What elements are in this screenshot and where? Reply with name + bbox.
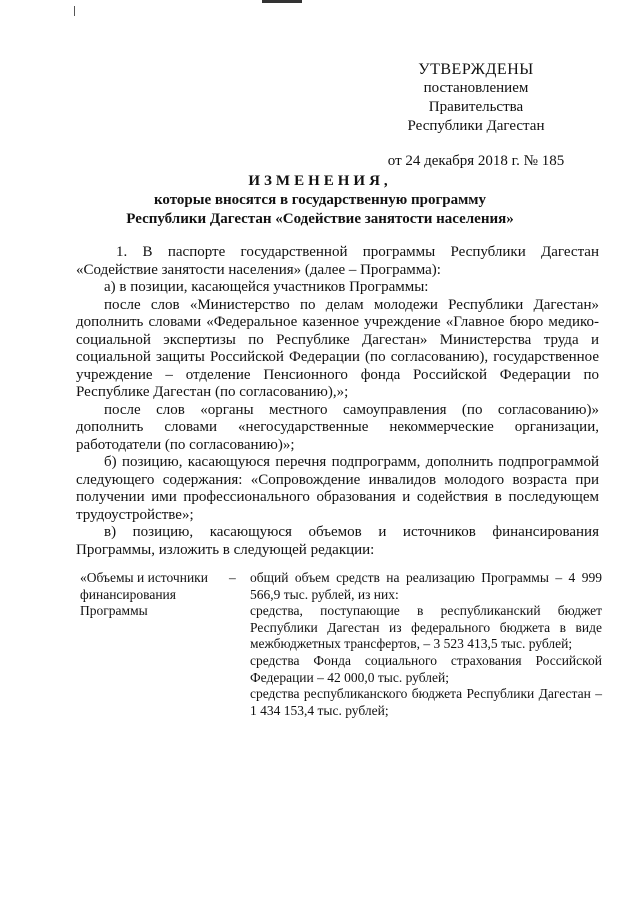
approval-block: [376, 60, 576, 171]
document-body: [76, 244, 599, 559]
title-line-3: Республики Дагестан «Содействие занятости населения»: [126, 211, 514, 227]
document-title: [40, 172, 600, 229]
table-dash: –: [229, 570, 236, 585]
scan-mark-top-center: [262, 0, 302, 3]
table-right-column: [250, 570, 602, 719]
financing-item: средства республиканского бюджета Республики Дагестан – 1 434 153,4 тыс. рублей;: [250, 686, 602, 718]
table-left-label: «Объемы и источники финансирования Программы: [80, 570, 208, 619]
title-line-2: которые вносятся в государственную программу: [153, 192, 487, 208]
scan-mark-top-left: [74, 6, 75, 16]
body-paragraph: после слов «органы местного самоуправления (по согласованию)» дополнить словами «негосударственные некоммерческие организации, работодатели (по согласованию)»;: [76, 401, 599, 453]
approval-line-1: постановлением Правительства: [423, 80, 529, 115]
body-paragraph: после слов «Министерство по делам молодежи Республики Дагестан» дополнить словами «Федеральное казенное учреждение «Главное бюро медико-социальной экспертизы по Республике Дагестан» Министерства труда и социальной защиты Российской Федерации (по согласованию), государственное учреждение – отделение Пенсионного фонда Российской Федерации по Республике Дагестан (по согласованию),»;: [76, 296, 599, 400]
title-main: ИЗМЕНЕНИЯ,: [248, 173, 392, 189]
body-paragraph: 1. В паспорте государственной программы Республики Дагестан «Содействие занятости населения» (далее – Программа):: [76, 244, 599, 278]
financing-item: общий объем средств на реализацию Программы – 4 999 566,9 тыс. рублей, из них:: [250, 570, 602, 602]
financing-item: средства, поступающие в республиканский бюджет Республики Дагестан из федерального бюджета в виде межбюджетных трансфертов, – 3 523 413,5 тыс. рублей;: [250, 603, 602, 652]
body-paragraph: б) позицию, касающуюся перечня подпрограмм, дополнить подпрограммой следующего содержания: «Сопровождение инвалидов молодого возраста при получении ими профессионального образования и содействия в последующем трудоустройстве»;: [76, 454, 599, 523]
body-paragraph: а) в позиции, касающейся участников Программы:: [104, 279, 429, 295]
approval-heading: УТВЕРЖДЕНЫ: [418, 61, 534, 78]
approval-line-2: Республики Дагестан: [407, 118, 545, 134]
body-paragraph: в) позицию, касающуюся объемов и источников финансирования Программы, изложить в следующей редакции:: [76, 524, 599, 558]
financing-item: средства Фонда социального страхования Российской Федерации – 42 000,0 тыс. рублей;: [250, 652, 602, 685]
approval-date: от 24 декабря 2018 г. № 185: [387, 153, 565, 169]
